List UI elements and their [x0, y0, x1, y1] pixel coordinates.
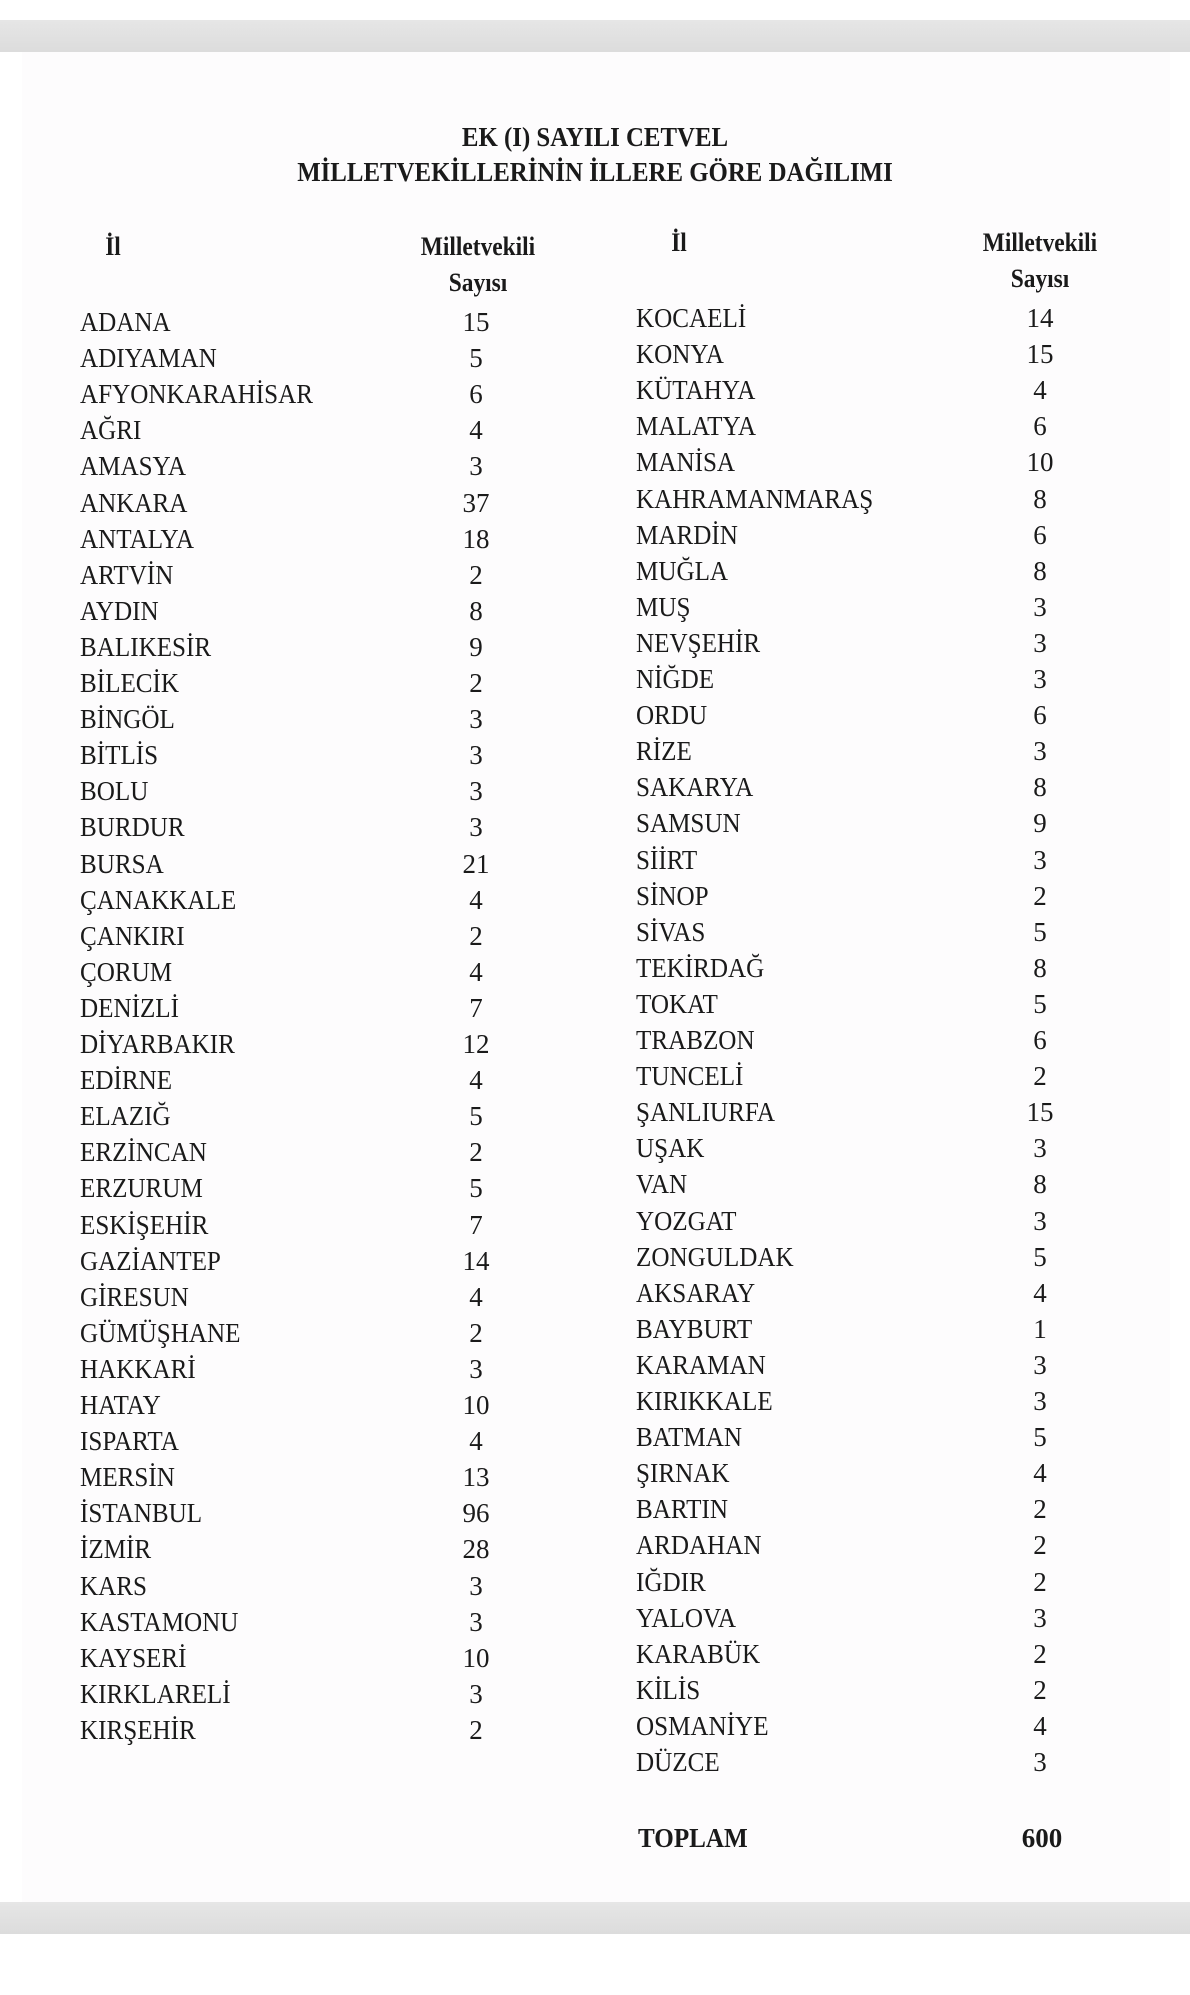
left-header-count-line2: Sayısı [448, 268, 508, 297]
province-row [0, 1166, 1190, 1202]
deputy-count: 3 [1033, 1386, 1047, 1416]
province-name: KARABÜK [636, 1638, 761, 1669]
deputy-count: 2 [1033, 1638, 1047, 1669]
deputy-count: 3 [469, 1678, 483, 1709]
province-name: AYDIN [80, 595, 159, 626]
deputy-count: 4 [469, 1281, 483, 1312]
deputy-count: 5 [1033, 1422, 1047, 1453]
province-name: DİYARBAKIR [80, 1029, 235, 1059]
deputy-count: 8 [1033, 1169, 1047, 1200]
deputy-count: 5 [469, 343, 483, 374]
province-name: AĞRI [80, 415, 142, 446]
deputy-count: 7 [469, 992, 483, 1023]
province-row [0, 1491, 1190, 1527]
deputy-count: 2 [469, 559, 483, 590]
province-row [0, 769, 1190, 805]
deputy-count: 5 [1033, 916, 1047, 947]
province-row [0, 1527, 1190, 1563]
deputy-count: 15 [1026, 339, 1054, 370]
province-row [0, 1275, 1190, 1311]
province-name: UŞAK [636, 1133, 705, 1164]
deputy-count: 2 [1033, 880, 1047, 911]
province-row [0, 1636, 1190, 1672]
province-name: TRABZON [636, 1025, 755, 1055]
deputy-count: 6 [1033, 1025, 1047, 1055]
total-row [0, 1820, 1190, 1856]
deputy-count: 4 [1033, 1458, 1047, 1489]
province-row [0, 1022, 1190, 1058]
province-name: GİRESUN [80, 1281, 189, 1312]
province-name: MERSİN [80, 1462, 175, 1493]
deputy-count: 13 [462, 1462, 490, 1493]
bottom-frame-bar [0, 1902, 1190, 1934]
province-name: ARDAHAN [636, 1530, 762, 1561]
deputy-count: 3 [469, 740, 483, 771]
province-row [0, 517, 1190, 553]
province-name: ŞANLIURFA [636, 1097, 776, 1128]
deputy-count: 3 [1033, 627, 1047, 658]
deputy-count: 2 [469, 668, 483, 698]
province-name: ADIYAMAN [80, 343, 217, 374]
deputy-count: 10 [462, 1642, 490, 1673]
deputy-count: 5 [1033, 1241, 1047, 1272]
province-name: BALIKESİR [80, 631, 212, 662]
deputy-count: 6 [469, 379, 483, 410]
province-name: KARAMAN [636, 1349, 766, 1380]
deputy-count: 3 [469, 451, 483, 482]
right-header-count-line2: Sayısı [1010, 264, 1070, 293]
deputy-count: 10 [462, 1390, 490, 1420]
province-name: RİZE [636, 736, 692, 767]
province-name: KAYSERİ [80, 1642, 187, 1673]
deputy-count: 28 [462, 1534, 490, 1565]
province-name: SİNOP [636, 880, 709, 911]
deputy-count: 2 [1033, 1530, 1047, 1561]
province-row [0, 1130, 1190, 1166]
deputy-count: 7 [469, 1209, 483, 1240]
province-name: KOCAELİ [636, 303, 747, 333]
deputy-count: 4 [469, 1426, 483, 1457]
province-name: ISPARTA [80, 1426, 179, 1457]
province-name: ÇANAKKALE [80, 884, 237, 915]
province-row [0, 1239, 1190, 1275]
province-row [0, 1094, 1190, 1130]
deputy-count: 14 [1026, 303, 1054, 333]
province-name: KİLİS [636, 1674, 701, 1705]
province-row [0, 661, 1190, 697]
left-header-province: İl [105, 232, 121, 261]
province-name: MUĞLA [636, 555, 729, 586]
province-row [0, 372, 1190, 408]
province-name: BOLU [80, 776, 149, 807]
province-name: AMASYA [80, 451, 187, 482]
province-name: BURSA [80, 848, 164, 879]
province-name: BATMAN [636, 1422, 743, 1453]
province-name: ÇANKIRI [80, 920, 185, 951]
province-name: ADANA [80, 307, 171, 337]
deputy-count: 9 [469, 631, 483, 662]
province-row [0, 444, 1190, 480]
deputy-count: 2 [1033, 1674, 1047, 1705]
province-name: HAKKARİ [80, 1353, 196, 1384]
province-name: BARTIN [636, 1494, 728, 1525]
province-name: ESKİŞEHİR [80, 1209, 209, 1240]
deputy-count: 6 [1033, 519, 1047, 550]
deputy-count: 3 [1033, 1133, 1047, 1164]
province-name: KÜTAHYA [636, 375, 756, 406]
province-name: ANKARA [80, 487, 188, 518]
deputy-count: 3 [1033, 664, 1047, 694]
province-name: KAHRAMANMARAŞ [636, 483, 874, 514]
deputy-count: 3 [1033, 1602, 1047, 1633]
deputy-count: 3 [469, 812, 483, 843]
total-label: TOPLAM [638, 1823, 748, 1853]
province-row [0, 1311, 1190, 1347]
province-name: ERZİNCAN [80, 1137, 207, 1168]
province-name: KIRKLARELİ [80, 1678, 231, 1709]
province-row [0, 805, 1190, 841]
province-row [0, 1419, 1190, 1455]
province-row [0, 1058, 1190, 1094]
province-name: ZONGULDAK [636, 1241, 794, 1272]
province-row [0, 914, 1190, 950]
province-name: AKSARAY [636, 1277, 756, 1308]
deputy-count: 9 [1033, 808, 1047, 839]
province-name: NEVŞEHİR [636, 627, 761, 658]
province-row [0, 553, 1190, 589]
province-name: İSTANBUL [80, 1498, 203, 1529]
deputy-count: 6 [1033, 700, 1047, 731]
document-title-line1: EK (I) SAYILI CETVEL [461, 122, 729, 152]
deputy-count: 3 [1033, 1205, 1047, 1236]
deputy-count: 3 [469, 704, 483, 735]
province-name: AFYONKARAHİSAR [80, 379, 313, 410]
deputy-count: 8 [1033, 483, 1047, 514]
province-name: KONYA [636, 339, 724, 370]
province-name: BİTLİS [80, 740, 159, 771]
province-row [0, 986, 1190, 1022]
province-name: NİĞDE [636, 664, 715, 694]
deputy-count: 4 [469, 956, 483, 987]
province-row [0, 1455, 1190, 1491]
province-row [0, 589, 1190, 625]
province-name: BAYBURT [636, 1313, 753, 1344]
left-header-count-line1: Milletvekili [420, 232, 536, 261]
province-name: MARDİN [636, 519, 738, 550]
province-name: DENİZLİ [80, 992, 180, 1023]
province-name: BURDUR [80, 812, 185, 843]
province-name: DÜZCE [636, 1747, 720, 1777]
deputy-count: 8 [469, 595, 483, 626]
province-name: GÜMÜŞHANE [80, 1317, 241, 1348]
province-name: SİİRT [636, 844, 698, 875]
province-name: EDİRNE [80, 1065, 173, 1096]
deputy-count: 4 [1033, 375, 1047, 406]
deputy-count: 18 [462, 523, 490, 554]
province-row [0, 1347, 1190, 1383]
province-name: ARTVİN [80, 559, 174, 590]
province-row [0, 1744, 1190, 1780]
province-name: IĞDIR [636, 1566, 706, 1597]
province-row [0, 625, 1190, 661]
deputy-count: 3 [469, 1353, 483, 1384]
deputy-count: 3 [1033, 736, 1047, 767]
right-header-count-line1: Milletvekili [982, 228, 1098, 257]
province-name: ÇORUM [80, 956, 173, 987]
deputy-count: 2 [1033, 1494, 1047, 1525]
deputy-count: 2 [469, 920, 483, 951]
province-name: BİNGÖL [80, 704, 175, 735]
province-name: YOZGAT [636, 1205, 737, 1236]
deputy-count: 3 [469, 1606, 483, 1637]
province-name: ERZURUM [80, 1173, 203, 1204]
province-name: BİLECİK [80, 668, 180, 698]
province-row [0, 1600, 1190, 1636]
province-row [0, 300, 1190, 336]
province-name: ANTALYA [80, 523, 195, 554]
deputy-count: 2 [469, 1137, 483, 1168]
province-name: OSMANİYE [636, 1710, 769, 1741]
province-row [0, 1383, 1190, 1419]
province-row [0, 1564, 1190, 1600]
deputy-count: 6 [1033, 411, 1047, 442]
deputy-count: 3 [469, 776, 483, 807]
deputy-count: 10 [1026, 447, 1054, 478]
province-name: GAZİANTEP [80, 1245, 221, 1276]
province-name: MALATYA [636, 411, 756, 442]
document-title-line2: MİLLETVEKİLLERİNİN İLLERE GÖRE DAĞILIMI [297, 157, 893, 187]
province-row [0, 481, 1190, 517]
right-header-province: İl [671, 228, 687, 257]
deputy-count: 2 [1033, 1061, 1047, 1092]
total-value: 600 [1021, 1823, 1063, 1853]
province-row [0, 336, 1190, 372]
province-row [0, 1672, 1190, 1708]
province-name: KIRIKKALE [636, 1386, 773, 1416]
deputy-count: 2 [1033, 1566, 1047, 1597]
province-name: SAMSUN [636, 808, 741, 839]
province-row [0, 878, 1190, 914]
deputy-count: 8 [1033, 952, 1047, 983]
deputy-count: 4 [1033, 1277, 1047, 1308]
deputy-count: 4 [1033, 1710, 1047, 1741]
deputy-count: 4 [469, 415, 483, 446]
province-name: TUNCELİ [636, 1061, 744, 1092]
deputy-count: 2 [469, 1317, 483, 1348]
top-frame-bar [0, 20, 1190, 52]
province-row [0, 697, 1190, 733]
deputy-count: 21 [462, 848, 490, 879]
deputy-count: 4 [469, 884, 483, 915]
deputy-count: 96 [462, 1498, 490, 1529]
province-name: ELAZIĞ [80, 1101, 171, 1132]
deputy-count: 15 [1026, 1097, 1054, 1128]
province-name: KASTAMONU [80, 1606, 239, 1637]
deputy-count: 3 [1033, 1349, 1047, 1380]
deputy-count: 1 [1033, 1313, 1047, 1344]
province-name: HATAY [80, 1390, 161, 1420]
deputy-count: 12 [462, 1029, 490, 1059]
deputy-count: 5 [469, 1173, 483, 1204]
province-name: ORDU [636, 700, 708, 731]
deputy-count: 15 [462, 307, 490, 337]
province-row [0, 408, 1190, 444]
province-name: İZMİR [80, 1534, 152, 1565]
deputy-count: 8 [1033, 555, 1047, 586]
deputy-count: 8 [1033, 772, 1047, 803]
deputy-count: 3 [1033, 844, 1047, 875]
province-name: KIRŞEHİR [80, 1714, 196, 1745]
deputy-count: 3 [469, 1570, 483, 1601]
deputy-count: 3 [1033, 1747, 1047, 1777]
province-row [0, 1708, 1190, 1744]
province-name: SAKARYA [636, 772, 754, 803]
province-name: ŞIRNAK [636, 1458, 730, 1489]
province-row [0, 733, 1190, 769]
deputy-count: 4 [469, 1065, 483, 1096]
deputy-count: 5 [1033, 988, 1047, 1019]
province-row [0, 1203, 1190, 1239]
province-row [0, 842, 1190, 878]
province-row [0, 950, 1190, 986]
province-name: MUŞ [636, 591, 691, 622]
deputy-count: 14 [462, 1245, 490, 1276]
deputy-count: 2 [469, 1714, 483, 1745]
province-name: MANİSA [636, 447, 736, 478]
deputy-count: 37 [462, 487, 490, 518]
province-name: TOKAT [636, 988, 718, 1019]
province-name: YALOVA [636, 1602, 736, 1633]
province-name: TEKİRDAĞ [636, 952, 765, 983]
province-name: SİVAS [636, 916, 706, 947]
province-name: KARS [80, 1570, 147, 1601]
deputy-count: 5 [469, 1101, 483, 1132]
deputy-count: 3 [1033, 591, 1047, 622]
province-name: VAN [636, 1169, 688, 1200]
